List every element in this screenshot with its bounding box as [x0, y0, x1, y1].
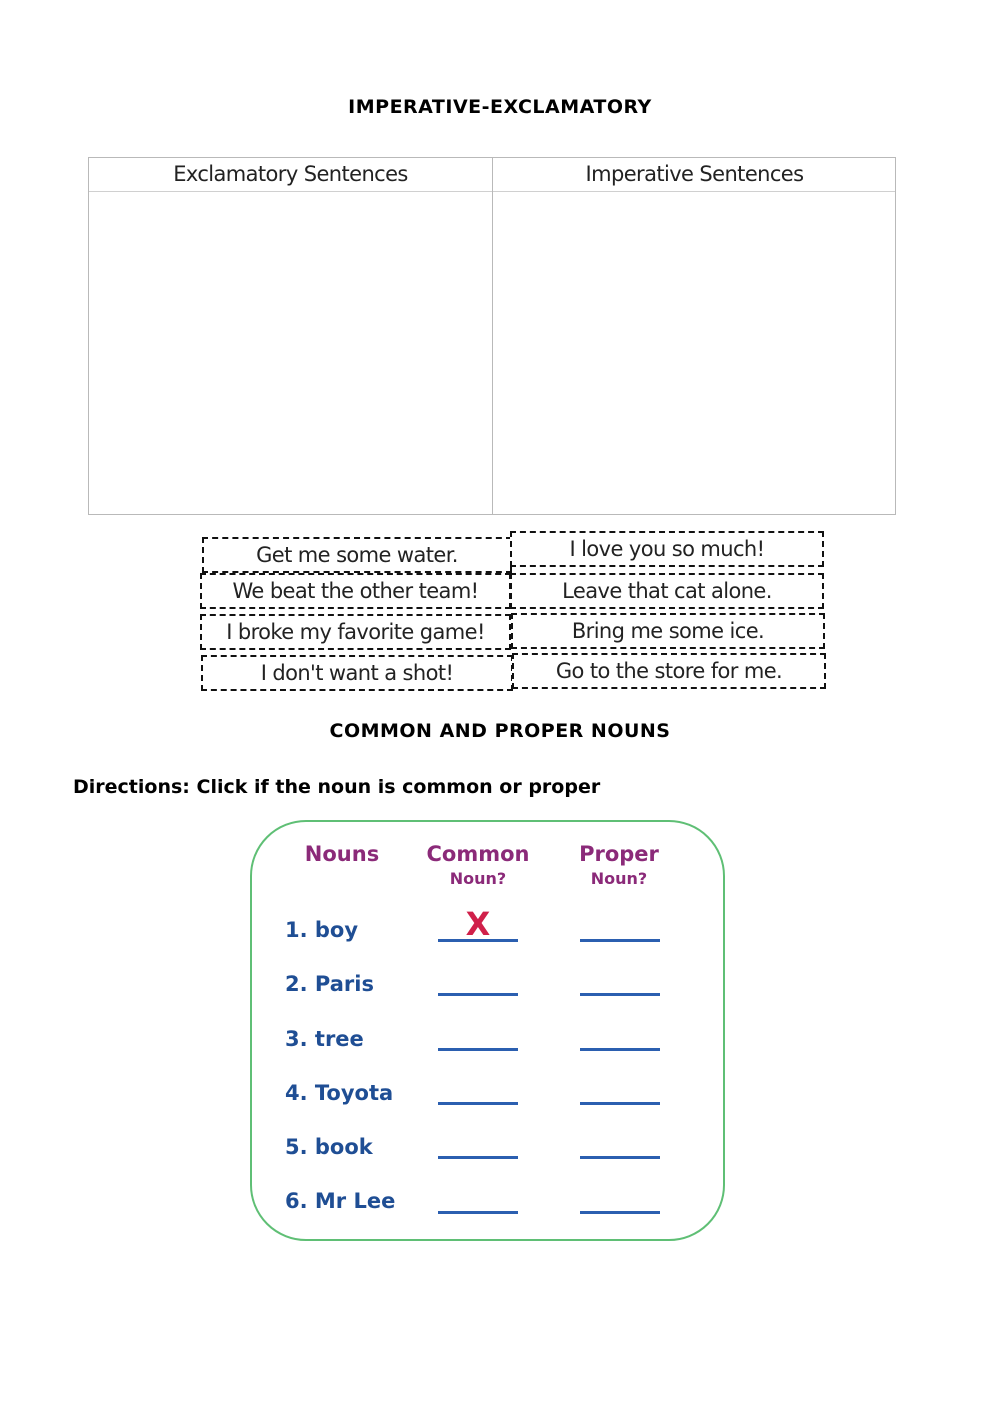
common-noun-blank[interactable] — [438, 1071, 518, 1105]
sentence-card[interactable]: I broke my favorite game! — [200, 614, 511, 650]
drop-zone-exclamatory[interactable] — [89, 192, 492, 514]
proper-noun-blank[interactable] — [580, 1125, 660, 1159]
noun-label: 3. tree — [285, 1027, 364, 1051]
drop-zone-imperative[interactable] — [493, 192, 896, 514]
noun-label: 1. boy — [285, 918, 359, 942]
sentence-card[interactable]: Get me some water. — [202, 537, 512, 573]
sorting-table — [88, 157, 896, 515]
proper-noun-blank[interactable] — [580, 1180, 660, 1214]
sentence-card[interactable]: I love you so much! — [510, 531, 824, 567]
noun-label: 6. Mr Lee — [285, 1189, 396, 1213]
sentence-card[interactable]: Go to the store for me. — [512, 653, 826, 689]
common-noun-blank[interactable] — [438, 962, 518, 996]
column-header-proper: Proper — [579, 842, 659, 866]
proper-noun-blank[interactable] — [580, 1017, 660, 1051]
column-subheader-common: Noun? — [449, 869, 507, 888]
common-noun-blank[interactable] — [438, 905, 518, 943]
proper-noun-blank[interactable] — [580, 908, 660, 942]
section-title-nouns: COMMON AND PROPER NOUNS — [329, 720, 671, 742]
common-noun-blank[interactable] — [438, 1125, 518, 1159]
x-mark-icon: X — [465, 905, 491, 943]
sentence-card[interactable]: Leave that cat alone. — [510, 573, 824, 609]
proper-noun-blank[interactable] — [580, 1071, 660, 1105]
common-noun-blank[interactable] — [438, 1180, 518, 1214]
sentence-card[interactable]: Bring me some ice. — [511, 613, 825, 649]
column-subheader-proper: Noun? — [590, 869, 648, 888]
section-title-imperative-exclamatory: IMPERATIVE-EXCLAMATORY — [348, 96, 652, 118]
noun-label: 4. Toyota — [285, 1081, 394, 1105]
sentence-card[interactable]: We beat the other team! — [200, 573, 511, 609]
sentence-card[interactable]: I don't want a shot! — [201, 655, 513, 691]
column-header-exclamatory: Exclamatory Sentences — [173, 162, 408, 186]
directions-text: Directions: Click if the noun is common or proper — [73, 776, 601, 798]
common-noun-blank[interactable] — [438, 1017, 518, 1051]
column-header-nouns: Nouns — [304, 842, 380, 866]
noun-label: 5. book — [285, 1135, 373, 1159]
column-header-common: Common — [426, 842, 530, 866]
proper-noun-blank[interactable] — [580, 962, 660, 996]
noun-label: 2. Paris — [285, 972, 374, 996]
column-header-imperative: Imperative Sentences — [585, 162, 804, 186]
